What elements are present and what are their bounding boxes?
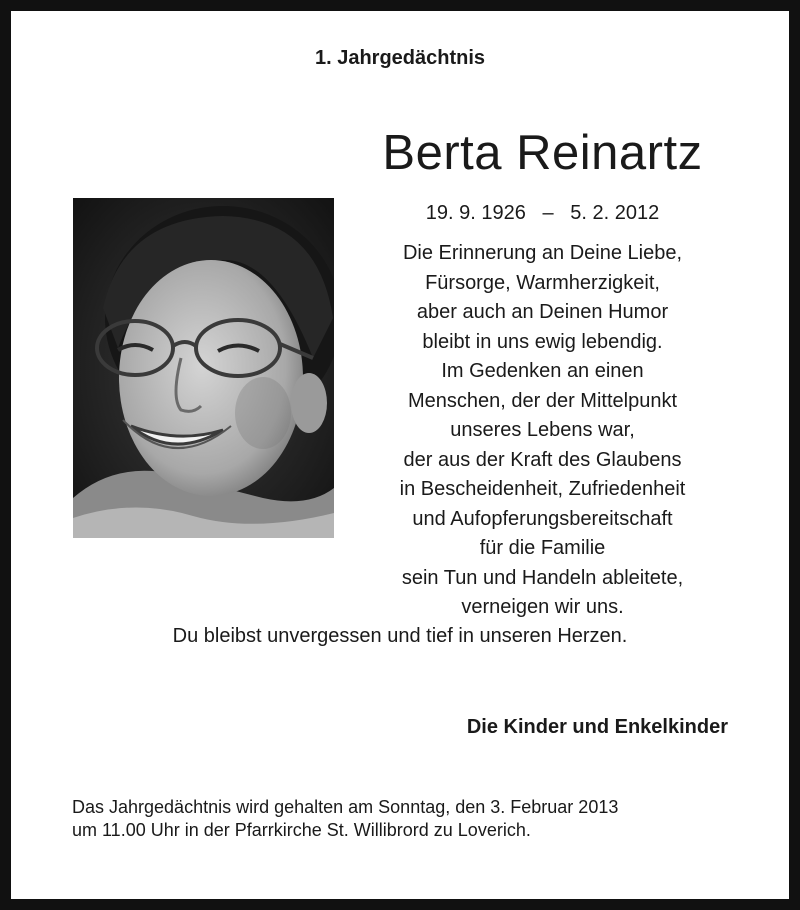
- verse-line: bleibt in uns ewig lebendig.: [422, 330, 663, 353]
- verse-line: Die Erinnerung an Deine Liebe,: [402, 242, 683, 264]
- notice-line: Das Jahrgedächtnis wird gehalten am Sonntag, den 3. Februar 2013: [72, 797, 619, 817]
- verse-line: in Bescheidenheit, Zufriedenheit: [399, 478, 686, 500]
- memorial-heading: 1. Jahrgedächtnis: [314, 47, 486, 69]
- verse-line: verneigen wir uns.: [461, 596, 624, 618]
- verse-line: sein Tun und Handeln ableitete,: [401, 566, 684, 589]
- service-notice: [72, 796, 732, 842]
- verse-line: Menschen, der der Mittelpunkt: [407, 389, 678, 412]
- verse-line: aber auch an Deinen Humor: [416, 301, 669, 323]
- signature: Die Kinder und Enkelkinder: [466, 716, 728, 738]
- memorial-verse: [350, 239, 735, 623]
- verse-line: Im Gedenken an einen: [441, 360, 644, 382]
- notice-line: um 11.00 Uhr in der Pfarrkirche St. Willibrord zu Loverich.: [72, 820, 531, 840]
- portrait-photo-icon: [73, 198, 334, 538]
- deceased-name: Berta Reinartz: [382, 126, 703, 180]
- verse-line: der aus der Kraft des Glaubens: [403, 448, 682, 471]
- verse-line: für die Familie: [479, 537, 606, 559]
- verse-line: Fürsorge, Warmherzigkeit,: [425, 271, 660, 294]
- verse-line: und Aufopferungsbereitschaft: [412, 507, 673, 530]
- life-dates: 19. 9. 1926 – 5. 2. 2012: [425, 202, 660, 224]
- verse-line: unseres Lebens war,: [450, 419, 635, 441]
- closing-line: Du bleibst unvergessen und tief in unseren Herzen.: [172, 625, 628, 647]
- portrait-photo: [73, 198, 334, 538]
